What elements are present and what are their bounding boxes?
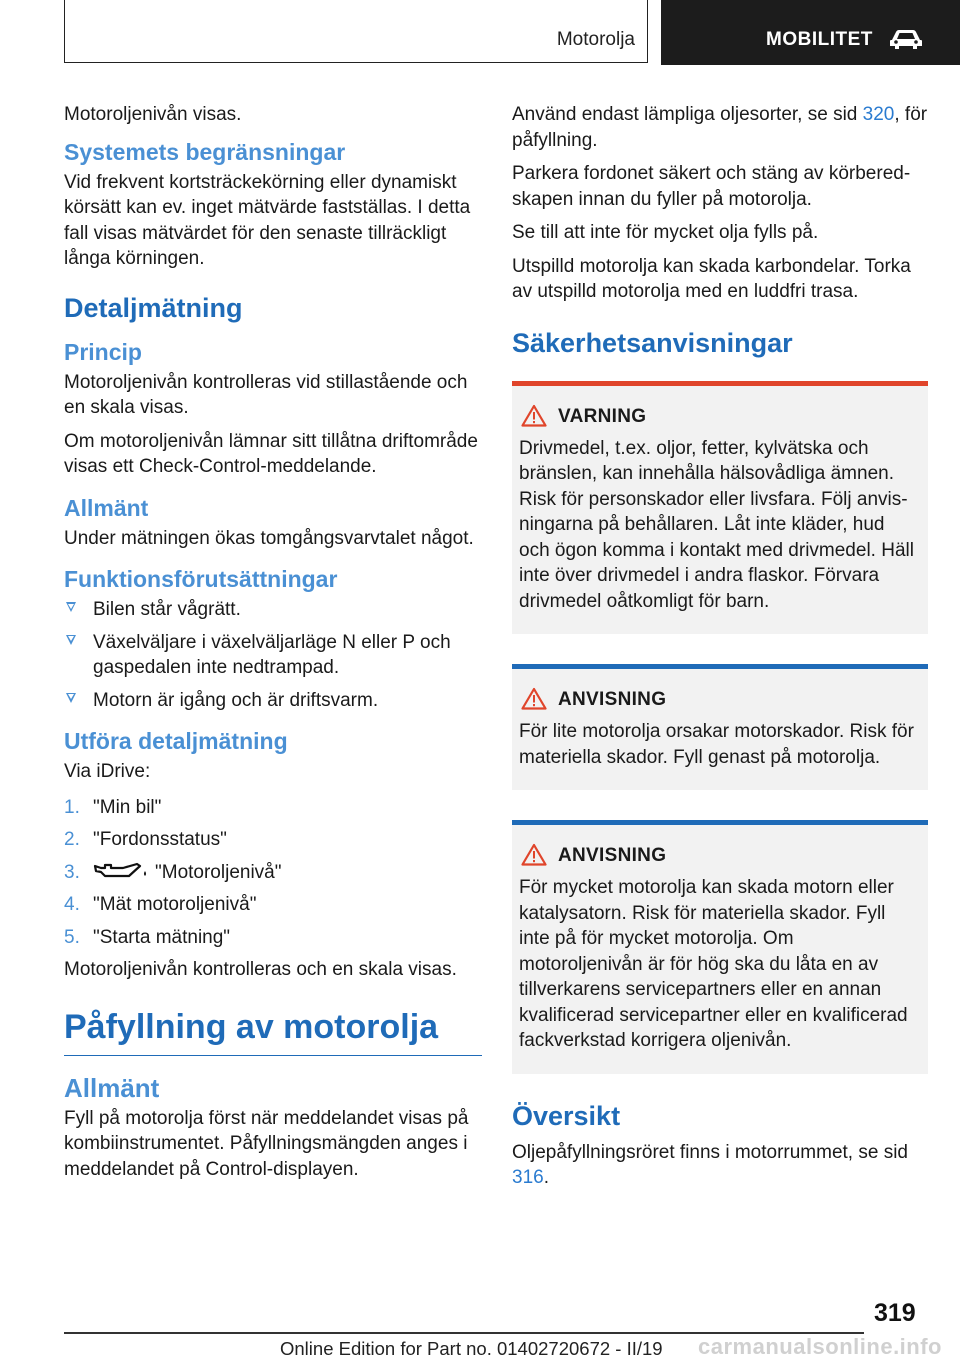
pafyllning-heading: Påfyllning av motorolja	[64, 1005, 482, 1056]
triangle-bullet-icon	[66, 693, 76, 703]
step-item: 1. "Min bil"	[64, 796, 162, 818]
princip-text-2: Om motoroljenivån lämnar sitt tillåtna driftområde visas ett Check-Control-meddelande.	[64, 430, 478, 477]
list-item: Motorn är igång och är driftsvarm.	[64, 688, 482, 714]
notice-box-1	[512, 664, 928, 790]
warning-triangle-icon	[521, 843, 547, 866]
page-link-316[interactable]: 316	[512, 1167, 544, 1188]
list-item: Bilen står vågrätt.	[64, 597, 482, 623]
left-column	[64, 102, 482, 1190]
intro-text: Motoroljenivån visas.	[64, 104, 242, 125]
header-section-box	[64, 0, 648, 63]
page-number: 319	[874, 1299, 916, 1327]
allmant-text: Under mätningen ökas tomgångsvarvtalet något.	[64, 527, 474, 549]
utfora-heading: Utföra detaljmätning	[64, 728, 288, 754]
park-text: Parkera fordonet säkert och stäng av körberedskapen innan du fyller på motorolja.	[512, 163, 911, 210]
warning-box	[512, 381, 928, 635]
car-icon	[889, 28, 923, 50]
notice-title-1: ANVISNING	[519, 687, 920, 713]
watermark: carmanualsonline.info	[698, 1334, 942, 1359]
overfill-text: Se till att inte för mycket olja fylls på.	[512, 222, 819, 243]
header-section-title: Motorolja	[556, 29, 635, 50]
funktion-list	[64, 597, 482, 713]
systemets-text: Vid frekvent kortsträckekörning eller dynamiskt körsätt kan ev. inget mätvärde fastställas. I detta fall visas mätvärdet för den senaste tillräckligt långa körningen.	[64, 171, 471, 269]
step-item: 2. "Fordonsstatus"	[64, 829, 227, 850]
allmant-heading: Allmänt	[64, 494, 149, 521]
spill-text: Utspilld motorolja kan skada karbondelar. Torka av utspilld motorolja med en luddfri trasa.	[512, 255, 911, 302]
princip-text-1: Motoroljenivån kontrolleras vid stillastående och en skala visas.	[64, 371, 468, 418]
utfora-outro: Motoroljenivån kontrolleras och en skala visas.	[64, 959, 457, 980]
header-chapter-title: MOBILITET	[766, 29, 873, 50]
oversikt-text: Oljepåfyllningsröret finns i motorrummet, se sid 316.	[512, 1141, 908, 1188]
step-item: 3. "Motoroljenivå"	[64, 861, 282, 883]
notice-box-2	[512, 820, 928, 1074]
notice-text-2: För mycket motorolja kan skada motorn eller katalysatorn. Risk för materiella skador. Fyll inte på för mycket motorolja. Om motoroljenivån är för hög ska du låta en av tillverkarens servicepartners eller en annan kvalificerad servicepartner eller en kvalificerad fackverkstad korrigera oljenivån.	[519, 877, 908, 1051]
footer-edition: Online Edition for Part no. 01402720672 - II/19	[280, 1338, 663, 1359]
warning-triangle-icon	[521, 687, 547, 710]
page-link-320[interactable]: 320	[862, 104, 895, 125]
allmant2-heading: Allmänt	[64, 1072, 160, 1103]
allmant2-text: Fyll på motorolja först när meddelandet visas på kombiinstrumentet. Påfyllningsmängden anges i meddelandet på Control-displayen.	[64, 1107, 469, 1180]
oversikt-heading: Översikt	[512, 1100, 621, 1131]
step-item: 5. "Starta mätning"	[64, 926, 231, 948]
triangle-bullet-icon	[66, 635, 76, 645]
list-item: Växelväljare i växelväljarläge N eller P och gaspedalen inte nedtrampad.	[64, 630, 482, 681]
warning-triangle-icon	[521, 404, 547, 427]
warning-text: Drivmedel, t.ex. oljor, fetter, kylvätska och bränslen, kan innehålla hälsovådliga ämnen. Risk för personskador eller livsfara. Följ anvisningarna på behållaren. Låt inte kläder, hud och ögon komma i kontakt med drivmedel. Häll inte över drivmedel i andra flaskor. Förvara drivmedel oåtkomligt för barn.	[519, 437, 914, 612]
systemets-heading: Systemets begränsningar	[64, 138, 346, 165]
sakerhet-heading: Säkerhetsanvisningar	[512, 327, 793, 358]
oil-type-text: Använd endast lämpliga oljesorter, se sid 320, för påfyllning.	[512, 104, 928, 151]
funktion-heading: Funktionsförutsättningar	[64, 566, 338, 592]
detaljmatning-heading: Detaljmätning	[64, 292, 243, 323]
utfora-intro: Via iDrive:	[64, 761, 151, 782]
right-column	[512, 102, 928, 1199]
princip-heading: Princip	[64, 338, 142, 365]
triangle-bullet-icon	[66, 602, 76, 612]
notice-text-1: För lite motorolja orsakar motorskador. Risk för materiella skador. Fyll genast på motorolja.	[519, 721, 914, 768]
steps-list	[64, 795, 482, 951]
step-item: 4. "Mät motoroljenivå"	[64, 894, 257, 915]
warning-title: VARNING	[519, 404, 920, 430]
notice-title-2: ANVISNING	[519, 843, 920, 869]
header-chapter-box	[661, 0, 960, 65]
oil-can-icon	[93, 862, 149, 880]
